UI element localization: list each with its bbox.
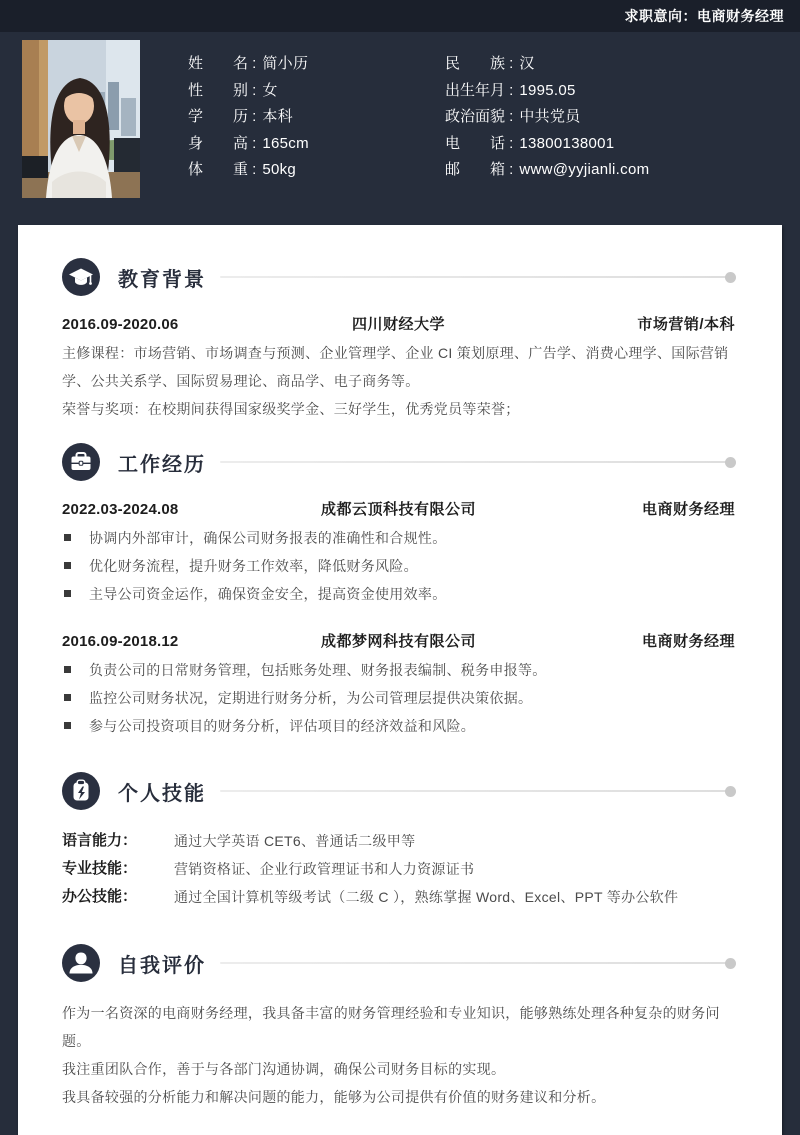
graduation-cap-icon xyxy=(62,258,100,296)
field-ethnicity xyxy=(445,51,649,78)
evaluation-line: 作为一名资深的电商财务经理，我具备丰富的财务管理经验和专业知识，能够熟练处理各种复杂的财务问题。 xyxy=(62,1005,720,1049)
work-bullet-list xyxy=(62,524,735,608)
section-divider xyxy=(220,790,731,792)
work-bullet: 参与公司投资项目的财务分析，评估项目的经济效益和风险。 xyxy=(62,712,735,740)
field-label: 身 高 : xyxy=(188,134,257,152)
field-label: 姓 名 : xyxy=(188,55,257,72)
field-label: 民 族 : xyxy=(445,55,514,72)
field-education xyxy=(188,104,309,131)
skill-label: 语言能力： xyxy=(62,832,138,849)
divider-dot xyxy=(725,786,736,797)
work-company: 成都梦网科技有限公司 xyxy=(320,633,476,650)
section-title: 教育背景 xyxy=(118,268,206,291)
clipboard-lightning-icon xyxy=(62,772,100,810)
education-date: 2016.09-2020.06 xyxy=(62,316,179,333)
education-school: 四川财经大学 xyxy=(351,316,445,333)
field-label: 学 历 : xyxy=(188,108,257,125)
field-label: 政治面貌 : xyxy=(445,108,514,125)
resume-card xyxy=(18,225,782,1135)
field-value: www@yyjianli.com xyxy=(519,161,650,178)
evaluation-header xyxy=(62,944,735,982)
job-intent-text: 求职意向：电商财务经理 xyxy=(624,8,784,24)
work-position: 电商财务经理 xyxy=(641,633,735,650)
skill-value: 通过大学英语 CET6、普通话二级甲等 xyxy=(174,833,416,849)
work-entry-row xyxy=(62,630,735,651)
section-title: 个人技能 xyxy=(118,782,206,805)
field-value: 本科 xyxy=(262,108,293,125)
work-position: 电商财务经理 xyxy=(641,501,735,518)
section-skills xyxy=(62,772,735,911)
section-divider xyxy=(220,962,731,964)
section-title: 自我评价 xyxy=(118,954,206,977)
section-evaluation xyxy=(62,944,735,1111)
briefcase-icon xyxy=(62,443,100,481)
skill-professional xyxy=(62,855,735,883)
field-email xyxy=(445,157,649,184)
field-label: 体 重 : xyxy=(188,161,257,178)
skills-header xyxy=(62,772,735,810)
skill-value: 通过全国计算机等级考试（二级 C ），熟练掌握 Word、Excel、PPT 等办公软件 xyxy=(174,889,679,905)
work-entry xyxy=(62,630,735,740)
section-work xyxy=(62,443,735,740)
field-height xyxy=(188,131,309,158)
divider-dot xyxy=(725,272,736,283)
divider-dot xyxy=(725,457,736,468)
field-value: 简小历 xyxy=(262,55,309,72)
section-divider xyxy=(220,276,731,278)
work-entry xyxy=(62,498,735,608)
header xyxy=(0,32,800,210)
field-value: 1995.05 xyxy=(519,81,576,99)
field-gender xyxy=(188,78,309,105)
evaluation-line: 我具备较强的分析能力和解决问题的能力，能够为公司提供有价值的财务建议和分析。 xyxy=(62,1089,606,1105)
work-header xyxy=(62,443,735,481)
info-column-left xyxy=(188,51,309,184)
section-education xyxy=(62,258,735,423)
skill-language xyxy=(62,827,735,855)
field-label: 性 别 : xyxy=(188,81,257,99)
field-weight xyxy=(188,157,309,184)
profile-photo-illustration xyxy=(22,40,140,198)
education-honors: 荣誉与奖项：在校期间获得国家级奖学金、三好学生，优秀党员等荣誉； xyxy=(62,401,520,417)
work-bullet: 主导公司资金运作，确保资金安全，提高资金使用效率。 xyxy=(62,580,735,608)
education-courses: 主修课程：市场营销、市场调查与预测、企业管理学、企业 CI 策划原理、广告学、消费心理学、国际营销学、公共关系学、国际贸易理论、商品学、电子商务等。 xyxy=(62,345,729,389)
work-bullet-list xyxy=(62,656,735,740)
work-company: 成都云顶科技有限公司 xyxy=(320,501,476,518)
field-value: 女 xyxy=(262,81,278,99)
skill-value: 营销资格证、企业行政管理证书和人力资源证书 xyxy=(174,861,475,877)
field-label: 邮 箱 : xyxy=(445,161,514,178)
field-value: 汉 xyxy=(519,55,535,72)
profile-photo xyxy=(22,40,140,198)
work-bullet: 监控公司财务状况，定期进行财务分析，为公司管理层提供决策依据。 xyxy=(62,684,735,712)
work-date: 2022.03-2024.08 xyxy=(62,501,179,518)
education-header xyxy=(62,258,735,296)
work-bullet: 协调内外部审计，确保公司财务报表的准确性和合规性。 xyxy=(62,524,735,552)
section-title: 工作经历 xyxy=(118,453,206,476)
skill-label: 专业技能： xyxy=(62,860,138,877)
field-phone xyxy=(445,131,649,158)
person-icon xyxy=(62,944,100,982)
skill-office xyxy=(62,883,735,911)
divider-dot xyxy=(725,958,736,969)
skill-label: 办公技能： xyxy=(62,888,138,905)
field-value: 中共党员 xyxy=(519,108,581,125)
education-major: 市场营销/本科 xyxy=(637,316,735,333)
job-intent-bar xyxy=(0,0,800,32)
work-bullet: 负责公司的日常财务管理，包括账务处理、财务报表编制、税务申报等。 xyxy=(62,656,735,684)
section-divider xyxy=(220,461,731,463)
field-name xyxy=(188,51,309,78)
work-entry-row xyxy=(62,498,735,519)
field-value: 13800138001 xyxy=(519,134,615,152)
field-label: 电 话 : xyxy=(445,134,514,152)
field-value: 165cm xyxy=(262,134,309,152)
field-political-status xyxy=(445,104,649,131)
field-label: 出生年月 : xyxy=(445,81,514,99)
work-date: 2016.09-2018.12 xyxy=(62,633,179,650)
education-entry-row xyxy=(62,313,735,334)
evaluation-line: 我注重团队合作，善于与各部门沟通协调，确保公司财务目标的实现。 xyxy=(62,1061,506,1077)
field-birth xyxy=(445,78,649,105)
work-bullet: 优化财务流程，提升财务工作效率，降低财务风险。 xyxy=(62,552,735,580)
info-column-right xyxy=(445,51,649,184)
field-value: 50kg xyxy=(262,161,297,178)
